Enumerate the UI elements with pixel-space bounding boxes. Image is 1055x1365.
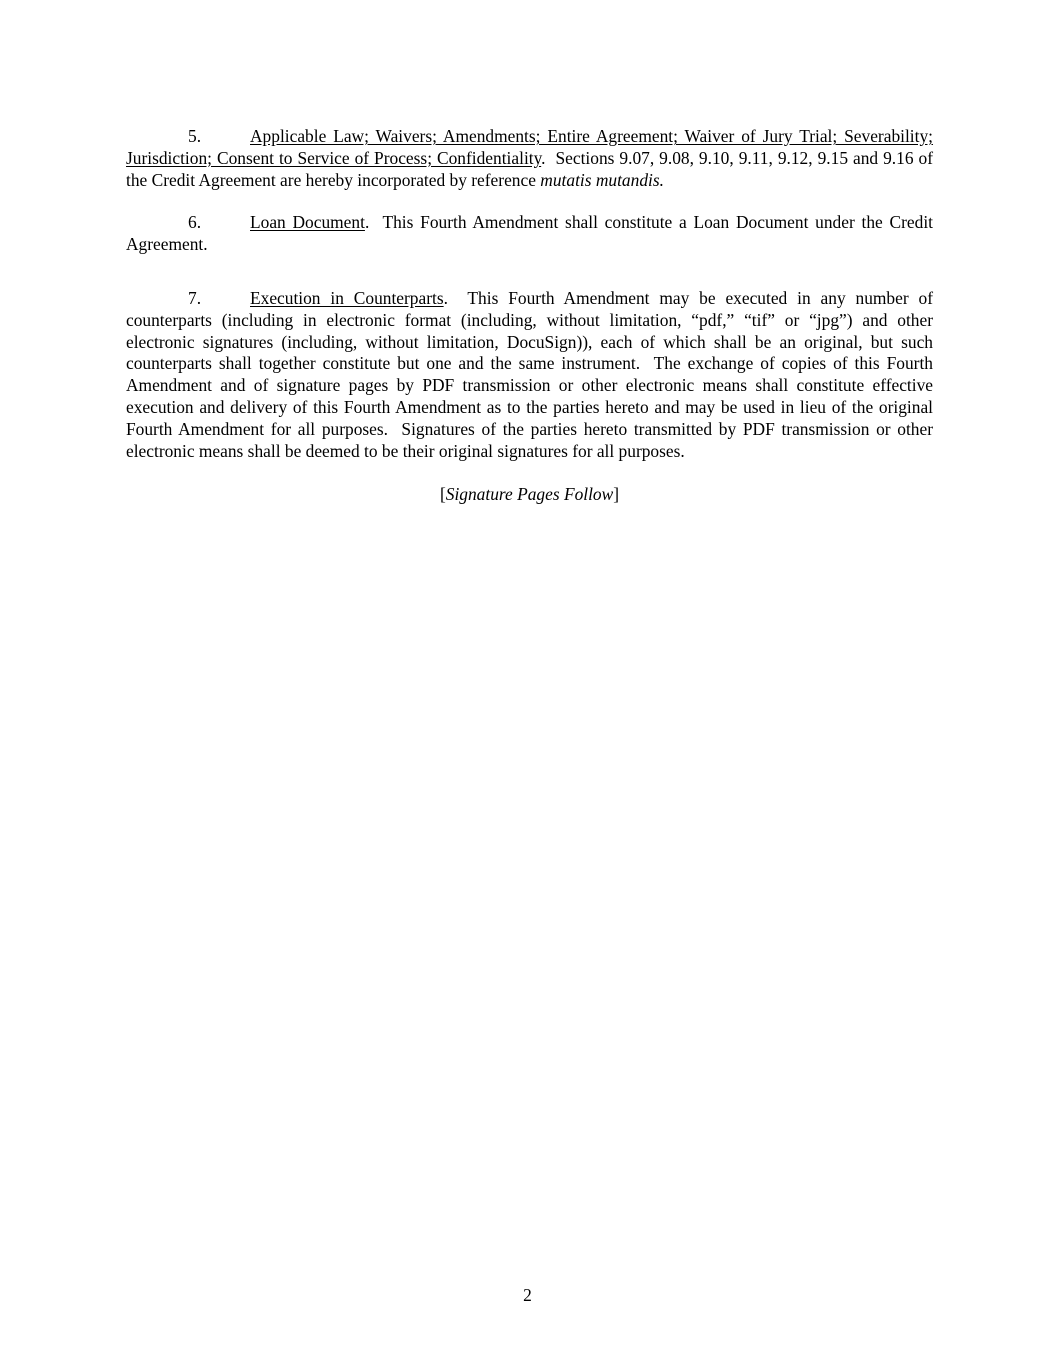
signature-note-open-bracket: [ — [439, 484, 446, 504]
section-5-heading: Applicable Law; Waivers; Amendments; Entire Agreement; Waiver of Jury Trial; Severability; Jurisdiction; Consent to Service of Process; Confidentiality — [126, 126, 933, 168]
section-5-heading-period: . — [541, 147, 546, 168]
section-5-body-italic: mutatis mutandis. — [540, 169, 664, 190]
signature-pages-note — [126, 483, 933, 505]
section-7-heading: Execution in Counterparts — [250, 288, 444, 308]
section-5-paragraph — [126, 126, 938, 191]
section-7-heading-period: . — [443, 288, 448, 308]
section-7-number: 7. — [188, 288, 202, 308]
signature-note-close-bracket: ] — [613, 484, 620, 504]
section-6-paragraph — [126, 212, 937, 256]
section-6-heading-period: . — [364, 212, 370, 232]
section-5-body: Sections 9.07, 9.08, 9.10, 9.11, 9.12, 9.15 and 9.16 of the Credit Agreement are hereby incorporated by reference — [126, 147, 938, 190]
section-6-heading: Loan Document — [250, 212, 365, 232]
section-7-body: This Fourth Amendment may be executed in any number of counterparts (including in electronic format (including, without limitation, “pdf,” “tif” or “jpg”) and other electronic signatures (including, without limitation, DocuSign)), each of which shall be an original, but such counterparts shall together constitute but one and the same instrument. The exchange of copies of this Fourth Amendment and of signature pages by PDF transmission or other electronic means shall constitute effective execution and delivery of this Fourth Amendment as to the parties hereto and may be used in lieu of the original Fourth Amendment for all purposes. Signatures of the parties hereto transmitted by PDF transmission or other electronic means shall be deemed to be their original signatures for all purposes. — [126, 288, 938, 461]
signature-note-text: Signature Pages Follow — [445, 484, 614, 504]
section-6-number: 6. — [188, 212, 202, 232]
section-7-paragraph — [126, 288, 938, 462]
section-5-number: 5. — [188, 126, 202, 146]
page-number: 2 — [523, 1285, 532, 1305]
section-6-body: This Fourth Amendment shall constitute a Loan Document under the Credit Agreement. — [126, 212, 937, 254]
